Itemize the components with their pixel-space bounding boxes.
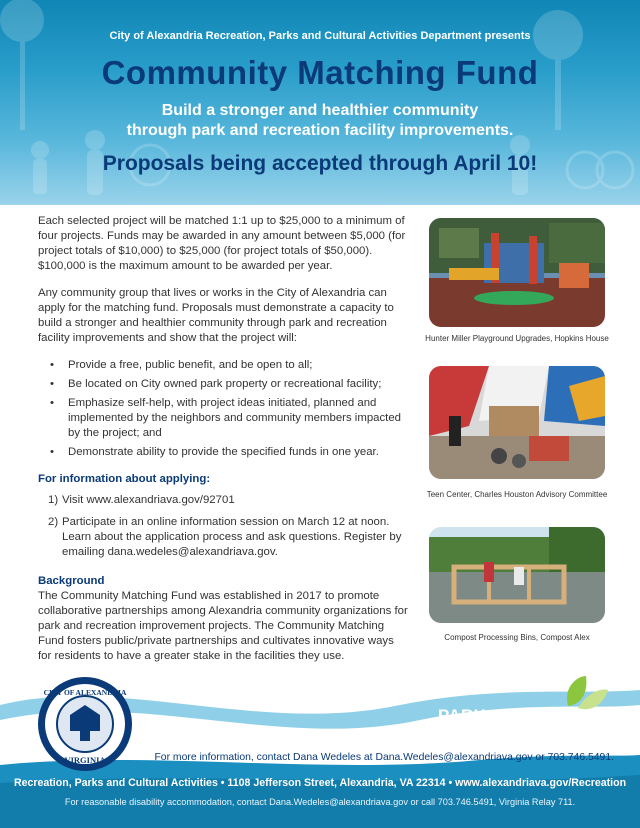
list-item [38, 515, 410, 560]
list-item: • Be located on City owned park property or recreational facility; [38, 377, 410, 392]
eligibility-paragraph: Any community group that lives or works in the City of Alexandria can apply for the matching fund. Proposals must demonstrate a capacity to build a stronger and healthier community through park and recreation facility improvements and show that the project will: [38, 287, 394, 344]
list-item [38, 493, 410, 508]
step-text[interactable]: Participate in an online information session on March 12 at noon. Learn about the application process and ask questions. Register by emailing dana.wedeles@alexandriava.gov. [62, 516, 402, 558]
presenter-line: City of Alexandria Recreation, Parks and Cultural Activities Department presents [109, 30, 531, 42]
step-number: 2) [48, 516, 59, 528]
compost-photo [429, 527, 605, 623]
page-title: Community Matching Fund [101, 54, 539, 91]
list-item: • Provide a free, public benefit, and be open to all; [38, 358, 410, 373]
requirements-list [38, 358, 410, 460]
photo-caption: Teen Center, Charles Houston Advisory Committee [426, 490, 608, 499]
playground-photo [429, 218, 605, 327]
step-number: 1) [48, 494, 59, 506]
svg-text:VIRGINIA: VIRGINIA [64, 755, 106, 765]
background-heading: Background [38, 575, 105, 587]
background-paragraph: The Community Matching Fund was established in 2017 to promote collaborative partnerships among Alexandria community organizations for park and recreation improvement projects. The Community Matching Fund fosters public/private partnerships and cultivates innovative ways for residents to have a greater stake in the facilities they use. [38, 590, 408, 662]
contact-text[interactable]: For more information, contact Dana Wedeles at Dana.Wedeles@alexandriava.gov or 703.746.5491. [154, 752, 614, 763]
footer-accommodation: For reasonable disability accommodation, contact Dana.Wedeles@alexandriava.gov or call 703.746.5491, Virginia Relay 711. [64, 797, 576, 807]
main-content [38, 214, 410, 676]
compost-image [429, 527, 605, 623]
svg-text:CITY OF ALEXANDRIA: CITY OF ALEXANDRIA [43, 688, 127, 697]
list-item: • Emphasize self-help, with project ideas initiated, planned and implemented by the neighbors and community members impacted by the project; and [38, 396, 410, 441]
teen-center-image [429, 366, 605, 479]
step-text[interactable]: Visit www.alexandriava.gov/92701 [62, 494, 235, 506]
footer-address-line[interactable]: Recreation, Parks and Cultural Activities • 1108 Jefferson Street, Alexandria, VA 22314 • www.alexandriava.gov/Recreation [13, 777, 627, 789]
subtitle [0, 101, 640, 141]
playground-image [429, 218, 605, 327]
header-banner [0, 0, 640, 205]
deadline-banner: Proposals being accepted through April 10! [102, 152, 538, 175]
teen-center-photo [429, 366, 605, 479]
funding-paragraph: Each selected project will be matched 1:1 up to $25,000 to a minimum of four projects. Funds may be awarded in any amount between $5,000 (for project totals of $10,000) to $25,000 (for project totals of $50,000). $100,000 is the maximum amount to be awarded per year. [38, 215, 406, 272]
subtitle-line-1: Build a stronger and healthier community [161, 102, 479, 119]
subtitle-line-2: through park and recreation facility improvements. [126, 122, 514, 139]
application-steps [38, 493, 410, 560]
info-heading: For information about applying: [38, 473, 211, 485]
parknerships-tagline: Building Community in Alexandria through Parks & Recreation [470, 728, 622, 734]
list-item: • Demonstrate ability to provide the specified funds in one year. [38, 445, 410, 460]
parknerships-wordmark: PARKnerships [438, 706, 560, 725]
photo-caption: Hunter Miller Playground Upgrades, Hopkins House [425, 334, 609, 343]
footer-contact [0, 752, 640, 763]
photo-caption: Compost Processing Bins, Compost Alex [444, 633, 590, 642]
